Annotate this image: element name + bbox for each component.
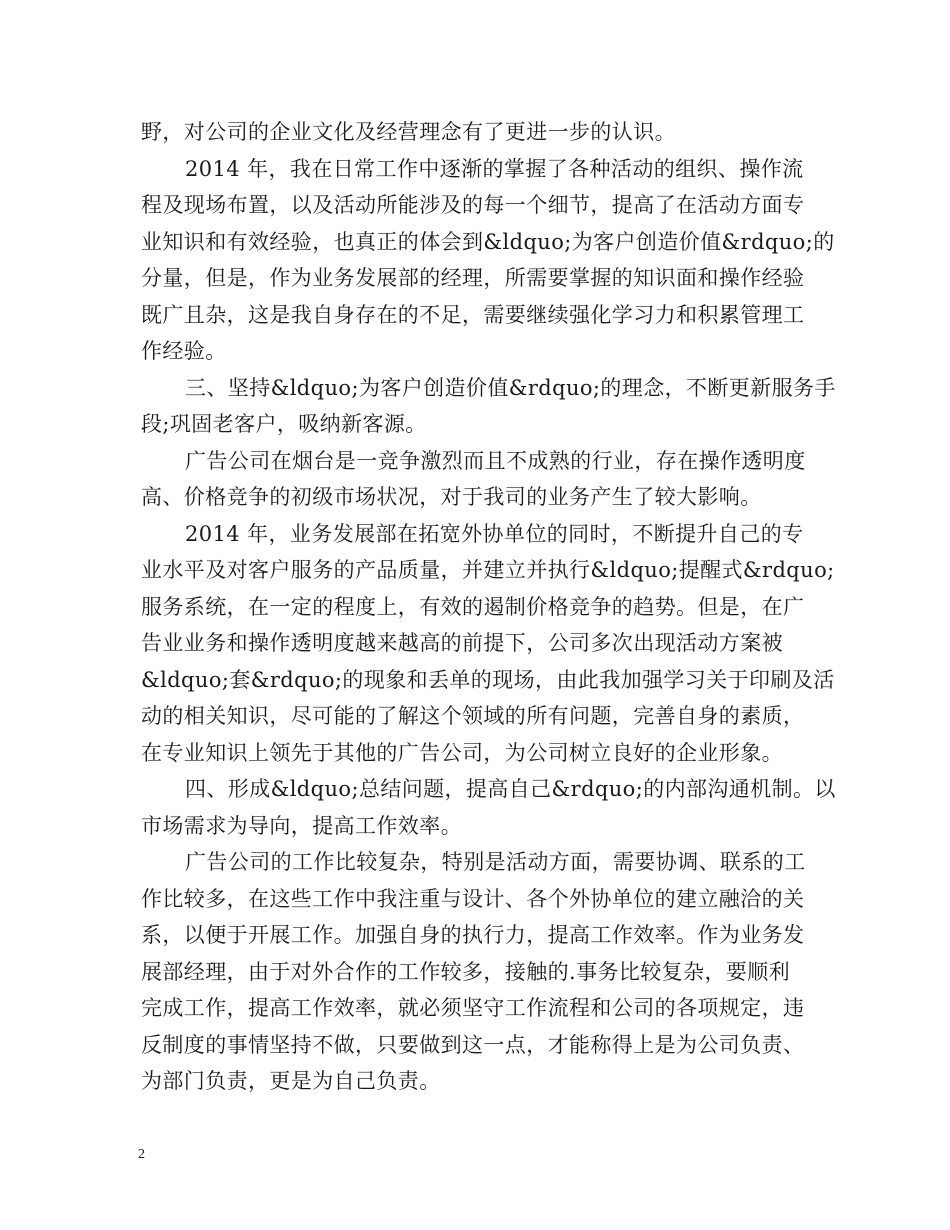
section-heading: 四、形成&ldquo;总结问题，提高自己&rdquo;的内部沟通机制。以 [185,777,836,801]
text-line: &ldquo;套&rdquo;的现象和丢单的现场，由此我加强学习关于印刷及活 [141,667,835,692]
text-line: 动的相关知识，尽可能的了解这个领域的所有问题，完善自身的素质， [141,704,805,728]
text-line: 业水平及对客户服务的产品质量，并建立并执行&ldquo;提醒式&rdquo; [141,558,835,582]
text-line: 2014 年，业务发展部在拓宽外协单位的同时，不断提升自己的专 [185,521,804,546]
page-number: 2 [138,1147,145,1162]
text-line: 2014 年，我在日常工作中逐渐的掌握了各种活动的组织、操作流 [185,156,804,181]
text-line: 业知识和有效经验，也真正的体会到&ldquo;为客户创造价值&rdquo;的 [141,229,835,254]
body-text [141,114,836,1100]
text-line: 高、价格竞争的初级市场状况，对于我司的业务产生了较大影响。 [141,485,762,509]
section-heading: 段;巩固老客户，吸纳新客源。 [141,412,427,436]
section-heading: 市场需求为导向，提高工作效率。 [141,813,462,838]
text-line: 告业业务和操作透明度越来越高的前提下，公司多次出现活动方案被 [141,631,783,655]
text-line: 作经验。 [141,339,227,363]
text-line: 程及现场布置，以及活动所能涉及的每一个细节，提高了在活动方面专 [141,193,805,217]
text-line: 为部门负责，更是为自己负责。 [141,1069,441,1093]
text-line: 在专业知识上领先于其他的广告公司，为公司树立良好的企业形象。 [141,740,783,765]
text-line: 反制度的事情坚持不做，只要做到这一点，才能称得上是为公司负责、 [141,1032,805,1057]
text-line: 作比较多，在这些工作中我注重与设计、各个外协单位的建立融洽的关 [141,886,805,911]
text-line: 系，以便于开展工作。加强自身的执行力，提高工作效率。作为业务发 [141,923,805,947]
text-line: 服务系统，在一定的程度上，有效的遏制价格竞争的趋势。但是，在广 [141,594,805,619]
text-line: 分量，但是，作为业务发展部的经理，所需要掌握的知识面和操作经验 [141,266,805,290]
text-line: 完成工作，提高工作效率，就必须坚守工作流程和公司的各项规定，违 [141,996,805,1020]
text-line: 广告公司在烟台是一竞争激烈而且不成熟的行业，存在操作透明度 [185,448,806,473]
section-heading: 三、坚持&ldquo;为客户创造价值&rdquo;的理念，不断更新服务手 [185,375,836,400]
text-line: 野，对公司的企业文化及经营理念有了更进一步的认识。 [141,120,676,144]
text-line: 展部经理，由于对外合作的工作较多，接触的.事务比较复杂，要顺利 [141,959,791,984]
text-line: 广告公司的工作比较复杂，特别是活动方面，需要协调、联系的工 [185,850,806,874]
text-line: 既广且杂，这是我自身存在的不足，需要继续强化学习力和积累管理工 [141,302,805,327]
